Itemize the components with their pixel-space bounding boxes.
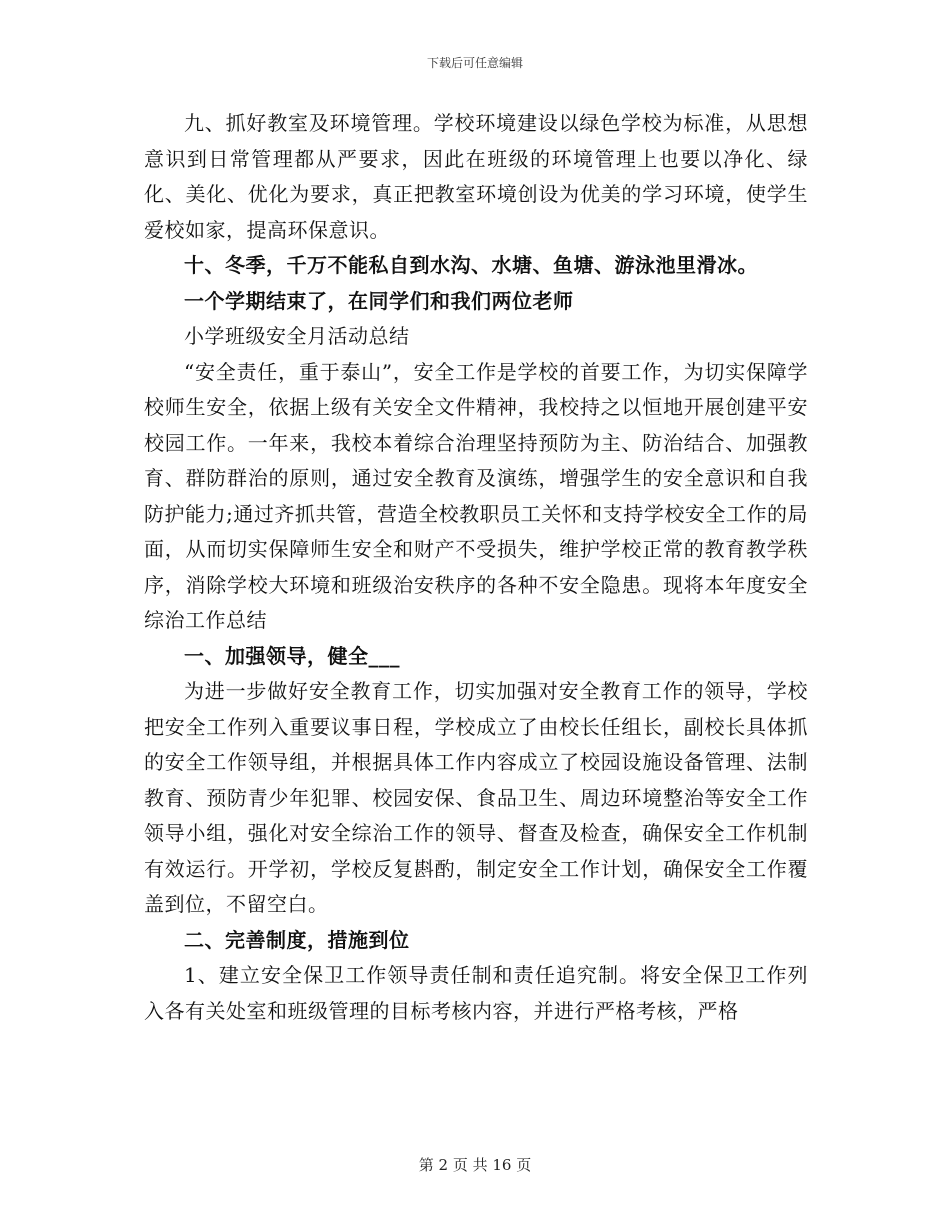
paragraph-environment-management: 九、抓好教室及环境管理。学校环境建设以绿色学校为标准，从思想意识到日常管理都从严要求，因此在班级的环境管理上也要以净化、绿化、美化、优化为要求，真正把教室环境创设为优美的学习环境，使学生爱校如家，提高环保意识。 [144,111,808,242]
section-title-safety-summary: 小学班级安全月活动总结 [184,324,410,348]
heading-improve-system: 二、完善制度，措施到位 [184,927,410,952]
paragraph-winter-warning: 十、冬季，千万不能私自到水沟、水塘、鱼塘、游泳池里滑冰。 [184,253,758,277]
paragraph-leadership-details: 为进一步做好安全教育工作，切实加强对安全教育工作的领导，学校把安全工作列入重要议事日程，学校成立了由校长任组长，副校长具体抓的安全工作领导组，并根据具体工作内容成立了校园设施设备管理、法制教育、预防青少年犯罪、校园安保、食品卫生、周边环境整治等安全工作领导小组，强化对安全综治工作的领导、督查及检查，确保安全工作机制有效运行。开学初，学校反复斟酌，制定安全工作计划，确保安全工作覆盖到位，不留空白。 [144,679,808,916]
paragraph-semester-end: 一个学期结束了，在同学们和我们两位老师 [184,288,574,313]
page-number: 第 2 页 共 16 页 [418,1156,532,1174]
paragraph-safety-intro: “安全责任，重于泰山”，安全工作是学校的首要工作，为切实保障学校师生安全，依据上级有关安全文件精神，我校持之以恒地开展创建平安校园工作。一年来，我校本着综合治理坚持预防为主、防治结合、加强教育、群防群治的原则，通过安全教育及演练，增强学生的安全意识和自我防护能力;通过齐抓共管，营造全校教职员工关怀和支持学校安全工作的局面，从而切实保障师生安全和财产不受损失，维护学校正常的教育教学秩序，消除学校大环境和班级治安秩序的各种不安全隐患。现将本年度安全综治工作总结 [144,359,808,632]
document-body [144,106,808,1029]
page-header-note: 下载后可任意编辑 [426,56,523,70]
heading-strengthen-leadership: 一、加强领导，健全___ [184,643,400,668]
paragraph-responsibility-system: 1、建立安全保卫工作领导责任制和责任追究制。将安全保卫工作列入各有关处室和班级管理的目标考核内容，并进行严格考核，严格 [144,963,808,1023]
